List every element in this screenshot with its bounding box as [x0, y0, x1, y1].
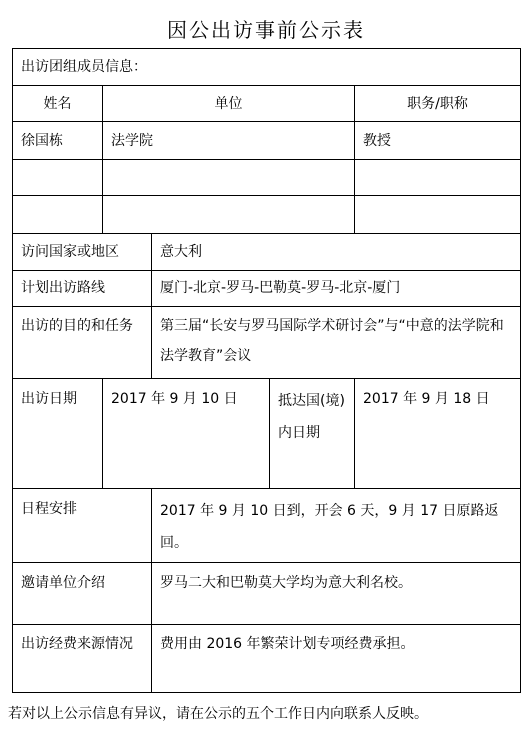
member-row — [13, 196, 521, 234]
inviter-value: 罗马二大和巴勒莫大学均为意大利名校。 — [152, 563, 521, 625]
member-title — [355, 196, 521, 234]
purpose-label: 出访的目的和任务 — [13, 306, 152, 378]
column-title: 职务/职称 — [355, 86, 521, 122]
member-title — [355, 160, 521, 196]
return-value: 2017 年 9 月 18 日 — [355, 378, 521, 488]
member-unit — [103, 196, 355, 234]
depart-value: 2017 年 9 月 10 日 — [103, 378, 270, 488]
member-name: 徐国栋 — [13, 122, 103, 160]
schedule-label: 日程安排 — [13, 488, 152, 562]
route-value: 厦门-北京-罗马-巴勒莫-罗马-北京-厦门 — [152, 270, 521, 306]
purpose-value: 第三届“长安与罗马国际学术研讨会”与“中意的法学院和法学教育”会议 — [152, 306, 521, 378]
member-name — [13, 196, 103, 234]
member-unit: 法学院 — [103, 122, 355, 160]
member-unit — [103, 160, 355, 196]
disclosure-table — [12, 48, 521, 693]
country-row — [13, 234, 521, 270]
page-title: 因公出访事前公示表 — [167, 18, 365, 42]
member-title: 教授 — [355, 122, 521, 160]
member-name — [13, 160, 103, 196]
funding-value: 费用由 2016 年繁荣计划专项经费承担。 — [152, 624, 521, 692]
funding-row — [13, 624, 521, 692]
route-label: 计划出访路线 — [13, 270, 152, 306]
route-row — [13, 270, 521, 306]
schedule-row — [13, 488, 521, 562]
funding-label: 出访经费来源情况 — [13, 624, 152, 692]
column-name: 姓名 — [13, 86, 103, 122]
purpose-row — [13, 306, 521, 378]
inviter-label: 邀请单位介绍 — [13, 563, 152, 625]
inviter-row — [13, 563, 521, 625]
country-label: 访问国家或地区 — [13, 234, 152, 270]
schedule-value: 2017 年 9 月 10 日到，开会 6 天，9 月 17 日原路返回。 — [152, 488, 521, 562]
return-label: 抵达国(境)内日期 — [270, 378, 355, 488]
members-header-row — [13, 49, 521, 86]
footnote: 若对以上公示信息有异议，请在公示的五个工作日内向联系人反映。 — [8, 706, 428, 722]
member-row — [13, 122, 521, 160]
dates-row — [13, 378, 521, 488]
member-row — [13, 160, 521, 196]
depart-label: 出访日期 — [13, 378, 103, 488]
members-header: 出访团组成员信息： — [13, 49, 521, 86]
members-column-row — [13, 86, 521, 122]
country-value: 意大利 — [152, 234, 521, 270]
column-unit: 单位 — [103, 86, 355, 122]
